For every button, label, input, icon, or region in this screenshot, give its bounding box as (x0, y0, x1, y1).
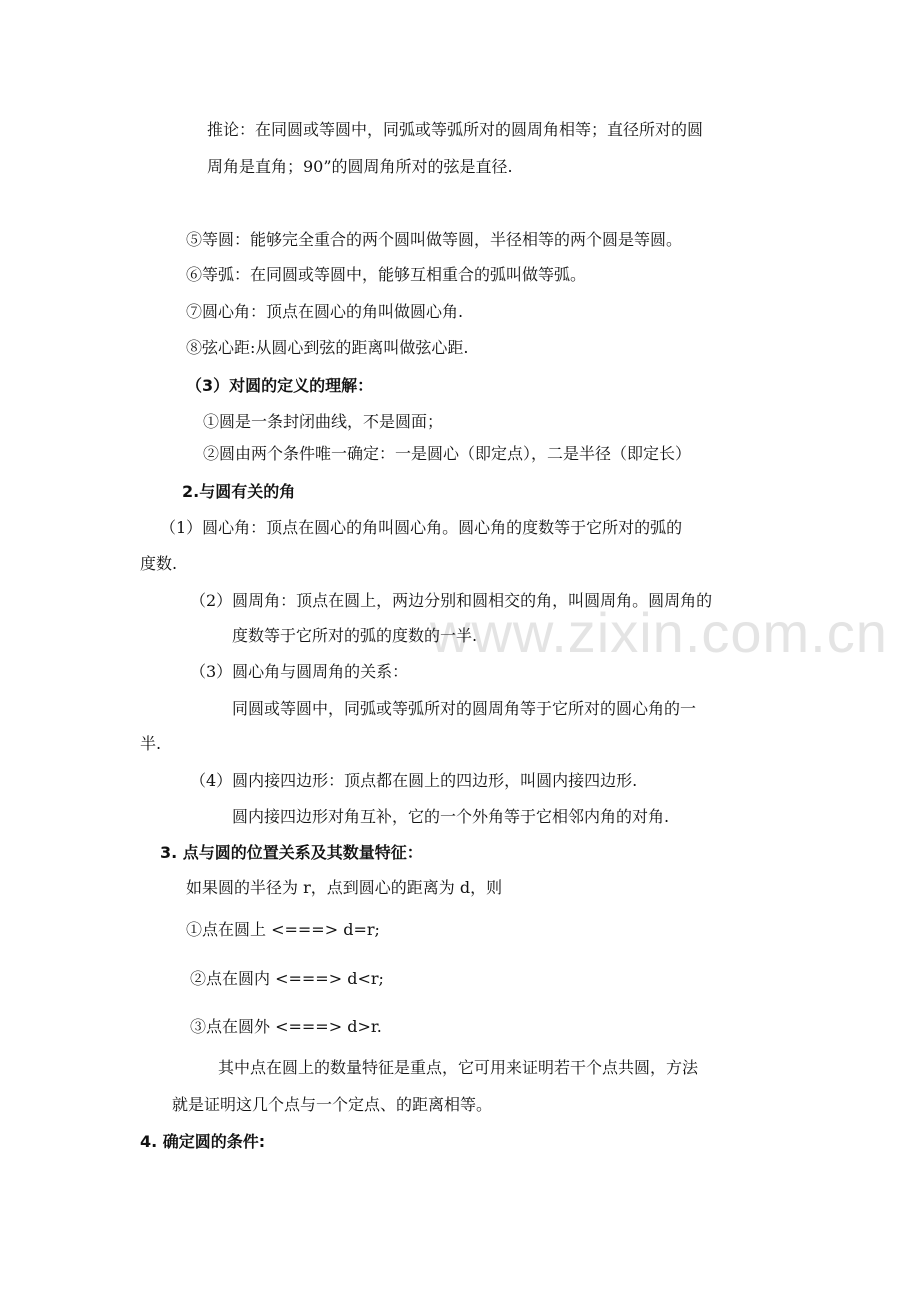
point-inside-circle: ②点在圆内 <===> d<r; (190, 969, 384, 988)
section-heading-determine-circle: 4. 确定圆的条件: (140, 1132, 266, 1151)
relation-line-1: 同圆或等圆中，同弧或等弧所对的圆周角等于它所对的圆心角的一 (232, 699, 697, 718)
corollary-line-1: 推论：在同圆或等圆中，同弧或等弧所对的圆周角相等；直径所对的圆 (207, 120, 704, 139)
inscribed-angle-line-2: 度数等于它所对的弧的度数的一半. (232, 626, 478, 645)
def-equal-arcs: ⑥等弧：在同圆或等圆中，能够互相重合的弧叫做等弧。 (186, 265, 587, 284)
relation-line-2: 半. (140, 734, 162, 753)
point-outside-circle: ③点在圆外 <===> d>r. (190, 1017, 382, 1036)
understanding-2: ②圆由两个条件唯一确定：一是圆心（即定点），二是半径（即定长） (203, 444, 692, 463)
cyclic-quad-line-1: （4）圆内接四边形：顶点都在圆上的四边形，叫圆内接四边形. (190, 771, 638, 790)
def-equal-circles: ⑤等圆：能够完全重合的两个圆叫做等圆，半径相等的两个圆是等圆。 (186, 230, 683, 249)
section-heading-3: （3）对圆的定义的理解： (186, 376, 374, 395)
point-circle-intro: 如果圆的半径为 r，点到圆心的距离为 d，则 (186, 878, 503, 897)
relation-heading: （3）圆心角与圆周角的关系： (190, 662, 409, 681)
watermark: www.zixin.com.cn (430, 601, 888, 664)
point-on-circle: ①点在圆上 <===> d=r; (186, 920, 380, 939)
cyclic-quad-line-2: 圆内接四边形对角互补，它的一个外角等于它相邻内角的对角. (232, 807, 670, 826)
central-angle-line-2: 度数. (140, 554, 178, 573)
def-chord-distance: ⑧弦心距:从圆心到弦的距离叫做弦心距. (186, 338, 469, 357)
inscribed-angle-line-1: （2）圆周角：顶点在圆上，两边分别和圆相交的角，叫圆周角。圆周角的 (190, 591, 713, 610)
section-heading-point-circle: 3. 点与圆的位置关系及其数量特征： (160, 843, 423, 862)
central-angle-line-1: （1）圆心角：顶点在圆心的角叫圆心角。圆心角的度数等于它所对的弧的 (160, 518, 683, 537)
def-central-angle: ⑦圆心角：顶点在圆心的角叫做圆心角. (186, 302, 464, 321)
corollary-line-2: 周角是直角；90”的圆周角所对的弦是直径. (207, 157, 513, 176)
understanding-1: ①圆是一条封闭曲线，不是圆面； (203, 412, 444, 431)
section-heading-angles: 2.与圆有关的角 (182, 482, 296, 501)
point-circle-note-2: 就是证明这几个点与一个定点、的距离相等。 (172, 1095, 493, 1114)
point-circle-note-1: 其中点在圆上的数量特征是重点，它可用来证明若干个点共圆，方法 (218, 1058, 699, 1077)
